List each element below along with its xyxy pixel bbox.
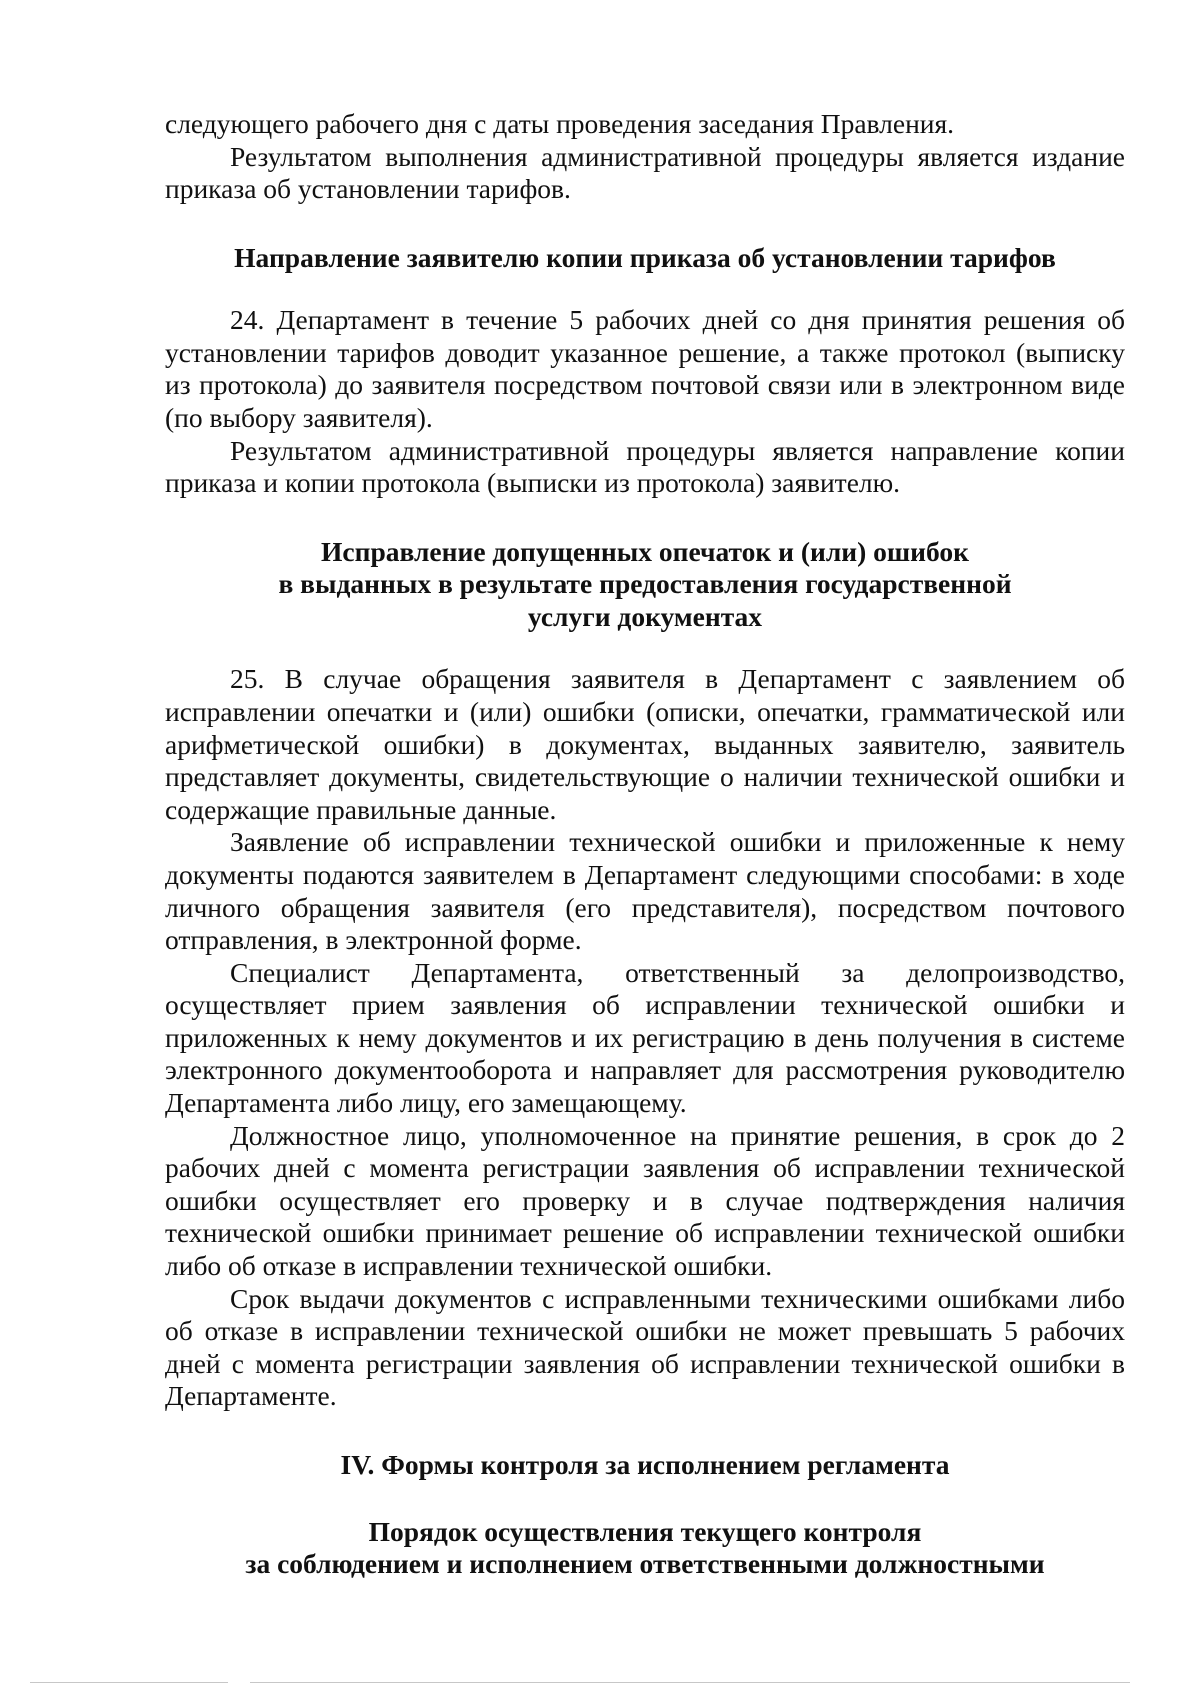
spacer	[165, 500, 1125, 536]
section-heading-corrections	[165, 536, 1125, 634]
document-body	[165, 108, 1125, 1581]
spacer	[165, 1482, 1125, 1516]
paragraph-item-25: 25. В случае обращения заявителя в Департамент с заявлением об исправлении опечатки и (или) ошибки (описки, опечатки, грамматической или арифметической ошибки) в документах, выданных заявителю, заявитель представляет документы, свидетельствующие о наличии технической ошибки и содержащие правильные данные.	[165, 663, 1125, 825]
section-heading-current-control-line1: Порядок осуществления текущего контроля	[368, 1515, 922, 1547]
paragraph-deadline: Срок выдачи документов с исправленными техническими ошибками либо об отказе в исправлении технической ошибки не может превышать 5 рабочих дней с момента регистрации заявления об исправлении технической ошибки в Департаменте.	[165, 1282, 1125, 1412]
spacer	[165, 274, 1125, 304]
section-heading-current-control-line2: за соблюдением и исполнением ответственными должностными	[245, 1548, 1045, 1579]
section-heading-corrections-line3: услуги документах	[527, 600, 763, 632]
paragraph-item-24: 24. Департамент в течение 5 рабочих дней со дня принятия решения об установлении тарифов доводит указанное решение, а также протокол (выписку из протокола) до заявителя посредством почтовой связи или в электронном виде (по выбору заявителя).	[165, 304, 1125, 434]
paragraph-result-copy-sent: Результатом административной процедуры является направление копии приказа и копии протокола (выписки из протокола) заявителю.	[165, 434, 1125, 499]
paragraph-application-methods: Заявление об исправлении технической ошибки и приложенные к нему документы подаются заявителем в Департамент следующими способами: в ходе личного обращения заявителя (его представителя), посредством почтового отправления, в электронной форме.	[165, 826, 1125, 956]
spacer	[165, 633, 1125, 663]
section-heading-copy-of-order: Направление заявителю копии приказа об установлении тарифов	[234, 241, 1056, 273]
paragraph-specialist: Специалист Департамента, ответственный за делопроизводство, осуществляет прием заявления об исправлении технической ошибки и приложенных к нему документов и их регистрацию в день получения в системе электронного документооборота и направляет для рассмотрения руководителю Департамента либо лицу, его замещающему.	[165, 956, 1125, 1119]
chapter-heading-iv: IV. Формы контроля за исполнением регламента	[340, 1449, 950, 1480]
paragraph-official-decision: Должностное лицо, уполномоченное на принятие решения, в срок до 2 рабочих дней с момента регистрации заявления об исправлении технической ошибки осуществляет его проверку и в случае подтверждения наличия технической ошибки принимает решение об исправлении технической ошибки либо об отказе в исправлении технической ошибки.	[165, 1119, 1125, 1282]
paragraph-result-tariff-order: Результатом выполнения административной процедуры является издание приказа об установлении тарифов.	[165, 140, 1125, 205]
section-heading-corrections-line1: Исправление допущенных опечаток и (или) ошибок	[321, 535, 969, 567]
section-heading-current-control	[165, 1516, 1125, 1581]
paragraph-continuation: следующего рабочего дня с даты проведения заседания Правления.	[165, 108, 955, 139]
spacer	[165, 1413, 1125, 1449]
spacer	[165, 206, 1125, 242]
scan-edge-line	[30, 1682, 1130, 1683]
section-heading-corrections-line2: в выданных в результате предоставления государственной	[278, 568, 1012, 600]
